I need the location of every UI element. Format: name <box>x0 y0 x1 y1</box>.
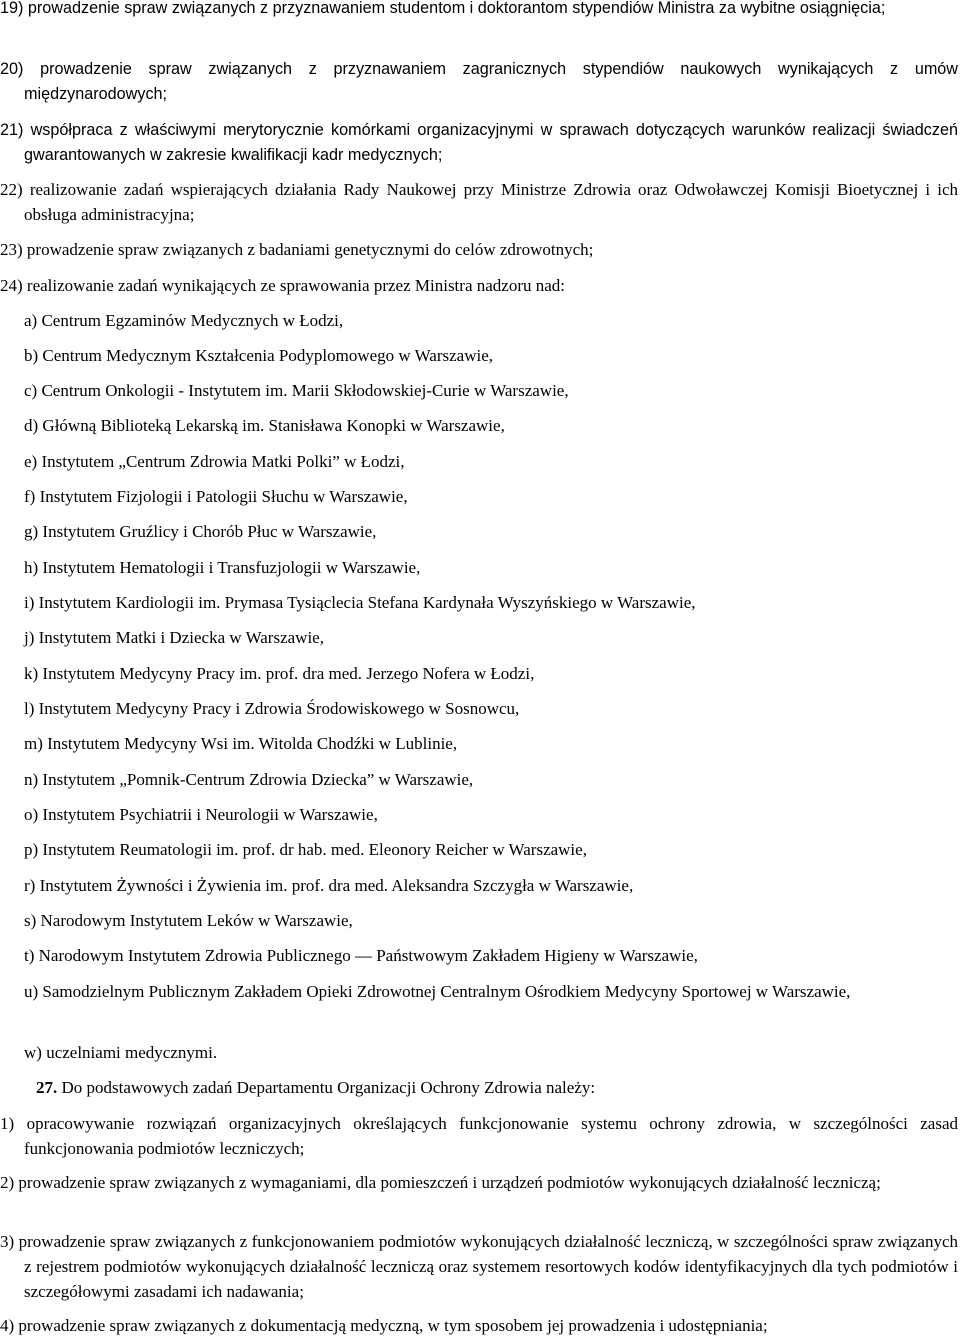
item-text: prowadzenie spraw związanych z wymaganiami, dla pomieszczeń i urządzeń podmiotów wykonujących działalność leczniczą; <box>18 1173 881 1192</box>
list-item <box>0 1111 958 1161</box>
item-text: prowadzenie spraw związanych z przyznawaniem studentom i doktorantom stypendiów Ministra za wybitne osiągnięcia; <box>27 0 886 17</box>
item-text: realizowanie zadań wynikających ze sprawowania przez Ministra nadzoru nad: <box>26 276 566 295</box>
list-item <box>0 57 958 107</box>
item-text: prowadzenie spraw związanych z badaniami genetycznymi do celów zdrowotnych; <box>26 240 594 259</box>
item-number: 23) <box>0 240 23 259</box>
item-text: opracowywanie rozwiązań organizacyjnych określających funkcjonowanie systemu ochrony zdrowia, w szczególności zasad funkcjonowania podmiotów leczniczych; <box>24 1114 959 1158</box>
item-text: prowadzenie spraw związanych z funkcjonowaniem podmiotów wykonujących działalność leczniczą, w szczególności spraw związanych z rejestrem podmiotów wykonujących działalność leczniczą oraz systemem resortowych kodów identyfikacyjnych dla tych podmiotów i szczegółowymi zasadami ich nadawania; <box>18 1232 959 1301</box>
list-item <box>0 177 958 227</box>
list-item <box>0 1170 958 1195</box>
sub-list-item: n) Instytutem „Pomnik-Centrum Zdrowia Dziecka” w Warszawie, <box>24 770 474 789</box>
sub-list-item: p) Instytutem Reumatologii im. prof. dr hab. med. Eleonory Reicher w Warszawie, <box>24 840 587 859</box>
sub-list-item: b) Centrum Medycznym Kształcenia Podyplomowego w Warszawie, <box>24 346 494 365</box>
list-item <box>0 0 958 21</box>
section-heading <box>36 1075 958 1100</box>
sub-list-item: s) Narodowym Instytutem Leków w Warszawie, <box>24 911 353 930</box>
list-item <box>0 273 958 298</box>
list-item <box>0 1313 958 1338</box>
item-text: współpraca z właściwymi merytorycznie komórkami organizacyjnymi w sprawach dotyczących warunków realizacji świadczeń gwarantowanych w zakresie kwalifikacji kadr medycznych; <box>24 121 958 164</box>
item-number: 1) <box>0 1114 15 1133</box>
list-item <box>0 237 958 262</box>
list-item <box>0 118 958 168</box>
item-number: 21) <box>0 121 24 139</box>
sub-list-item: c) Centrum Onkologii - Instytutem im. Marii Skłodowskiej-Curie w Warszawie, <box>24 381 569 400</box>
sub-list-item: k) Instytutem Medycyny Pracy im. prof. dra med. Jerzego Nofera w Łodzi, <box>24 664 535 683</box>
sub-list-item: i) Instytutem Kardiologii im. Prymasa Tysiąclecia Stefana Kardynała Wyszyńskiego w Warszawie, <box>24 593 696 612</box>
item-number: 19) <box>0 0 24 17</box>
list-item <box>0 1229 958 1304</box>
sub-list-item: h) Instytutem Hematologii i Transfuzjologii w Warszawie, <box>24 558 421 577</box>
item-number: 2) <box>0 1173 15 1192</box>
item-number: 20) <box>0 60 24 78</box>
sub-list-item: a) Centrum Egzaminów Medycznych w Łodzi, <box>24 311 344 330</box>
sub-list-item: j) Instytutem Matki i Dziecka w Warszawie, <box>24 628 324 647</box>
sub-list-item: l) Instytutem Medycyny Pracy i Zdrowia Środowiskowego w Sosnowcu, <box>24 699 520 718</box>
sub-list-item: o) Instytutem Psychiatrii i Neurologii w Warszawie, <box>24 805 378 824</box>
sub-list-item: t) Narodowym Instytutem Zdrowia Publicznego ― Państwowym Zakładem Higieny w Warszawie, <box>24 946 698 965</box>
sub-list-item: u) Samodzielnym Publicznym Zakładem Opieki Zdrowotnej Centralnym Ośrodkiem Medycyny Sportowej w Warszawie, <box>24 982 851 1001</box>
item-text: realizowanie zadań wspierających działania Rady Naukowej przy Ministrze Zdrowia oraz Odwoławczej Komisji Bioetycznej i ich obsługa administracyjna; <box>24 180 959 224</box>
sub-list-item: d) Główną Biblioteką Lekarską im. Stanisława Konopki w Warszawie, <box>24 416 505 435</box>
sub-list-item: m) Instytutem Medycyny Wsi im. Witolda Chodźki w Lublinie, <box>24 734 458 753</box>
item-text: prowadzenie spraw związanych z przyznawaniem zagranicznych stypendiów naukowych wynikających z umów międzynarodowych; <box>24 60 959 103</box>
item-text: prowadzenie spraw związanych z dokumentacją medyczną, w tym sposobem jej prowadzenia i udostępniania; <box>18 1316 768 1335</box>
item-number: 3) <box>0 1232 15 1251</box>
sub-list-item: e) Instytutem „Centrum Zdrowia Matki Polki” w Łodzi, <box>24 452 405 471</box>
item-number: 4) <box>0 1316 15 1335</box>
sub-list-item: g) Instytutem Gruźlicy i Chorób Płuc w Warszawie, <box>24 522 377 541</box>
item-number: 24) <box>0 276 23 295</box>
sub-list-item: w) uczelniami medycznymi. <box>24 1043 218 1062</box>
item-number: 22) <box>0 180 23 199</box>
section-text: Do podstawowych zadań Departamentu Organizacji Ochrony Zdrowia należy: <box>57 1078 596 1097</box>
sub-list-item: r) Instytutem Żywności i Żywienia im. prof. dra med. Aleksandra Szczygła w Warszawie, <box>24 876 634 895</box>
sub-list-item: f) Instytutem Fizjologii i Patologii Słuchu w Warszawie, <box>24 487 408 506</box>
section-number: 27. <box>36 1078 58 1097</box>
